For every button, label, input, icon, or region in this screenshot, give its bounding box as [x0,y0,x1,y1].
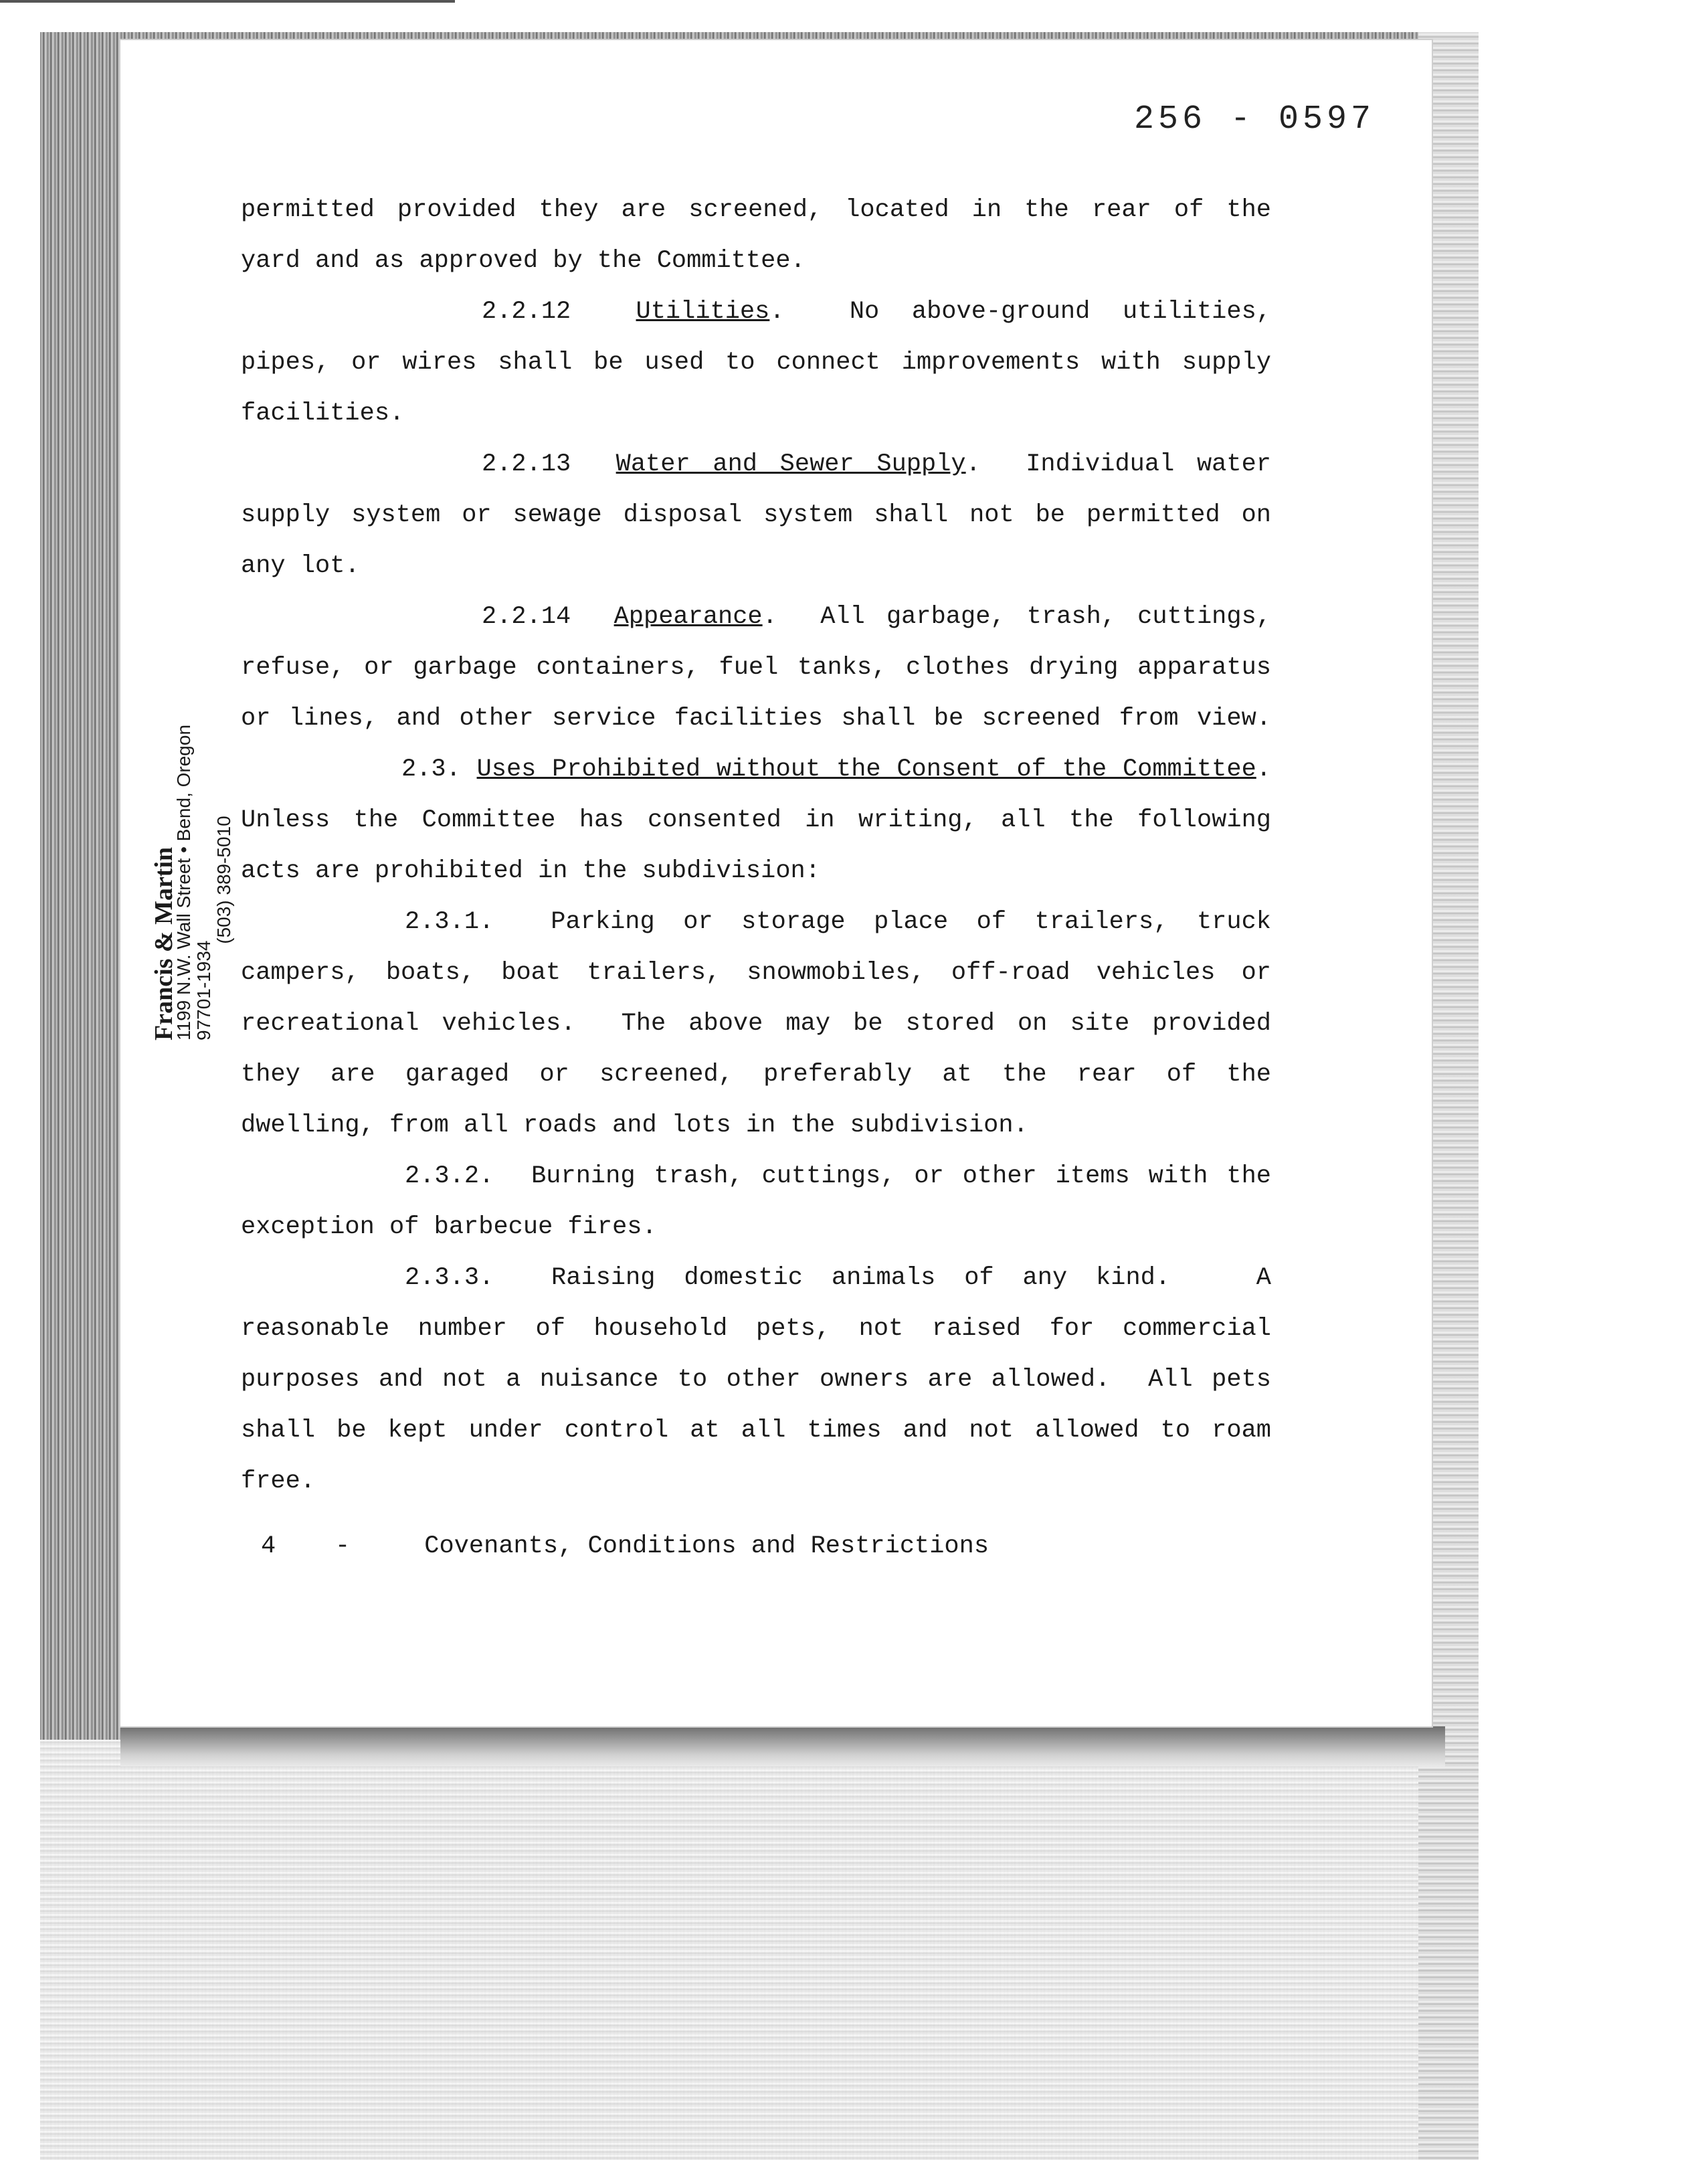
body-line: refuse, or garbage containers, fuel tanks, clothes drying apparatus [241,654,1271,682]
page-footer [261,1532,989,1560]
body-line: dwelling, from all roads and lots in the subdivision. [241,1111,1028,1140]
body-line: supply system or sewage disposal system shall not be permitted on [241,501,1271,529]
body-line: permitted provided they are screened, located in the rear of the [241,196,1271,224]
body-line: pipes, or wires shall be used to connect improvements with supply [241,349,1271,377]
section-text: . [1256,755,1271,784]
section-title: Appearance [613,603,763,631]
body-line: purposes and not a nuisance to other owners are allowed. All pets [241,1366,1271,1394]
body-line: reasonable number of household pets, not raised for commercial [241,1315,1271,1343]
body-line: campers, boats, boat trailers, snowmobiles, off-road vehicles or [241,959,1271,987]
firm-phone: (503) 389-5010 [213,816,234,944]
section-number: 2.2.14 [482,603,571,631]
law-firm-sidebar [150,719,234,1040]
body-line: acts are prohibited in the subdivision: [241,857,820,885]
body-line: free. [241,1467,316,1495]
firm-address: 1199 N.W. Wall Street • Bend, Oregon 97701-1934 [173,724,214,1040]
body-line: shall be kept under control at all times and not allowed to roam [241,1417,1271,1445]
body-line: yard and as approved by the Committee. [241,247,806,275]
footer-dash: - [335,1532,351,1560]
section-number: 2.2.12 [482,298,571,326]
top-rule [0,0,455,3]
recording-stamp: 256 - 0597 [1134,100,1376,139]
body-line: facilities. [241,399,405,428]
subsection-2-3-1: 2.3.1. Parking or storage place of trailers, truck [405,908,1271,936]
body-line: any lot. [241,552,360,580]
section-2-3 [241,744,1271,795]
page-number: 4 [261,1532,276,1560]
scan-bottom-area [40,1740,1479,2160]
section-text: . All garbage, trash, cuttings, [762,603,1271,631]
page-bottom-shadow [120,1726,1445,1766]
section-number: 2.3. [401,755,461,784]
footer-title: Covenants, Conditions and Restrictions [424,1532,989,1560]
body-line: they are garaged or screened, preferably at the rear of the [241,1061,1271,1089]
subsection-2-3-2: 2.3.2. Burning trash, cuttings, or other items with the [405,1162,1271,1190]
body-line: or lines, and other service facilities shall be screened from view. [241,705,1271,733]
section-text: . No above-ground utilities, [769,298,1271,326]
firm-name: Francis & Martin [150,846,178,1040]
section-title: Uses Prohibited without the Consent of the Committee [476,755,1256,784]
section-2-2-13 [241,439,1271,490]
body-line: exception of barbecue fires. [241,1213,657,1241]
section-text: . Individual water [965,450,1271,478]
body-line: recreational vehicles. The above may be stored on site provided [241,1010,1271,1038]
section-number: 2.2.13 [482,450,571,478]
document-body [241,185,1271,1507]
section-title: Utilities [636,298,770,326]
section-2-2-12 [241,286,1271,337]
subsection-2-3-3: 2.3.3. Raising domestic animals of any kind. A [405,1264,1271,1292]
body-line: Unless the Committee has consented in writing, all the following [241,806,1271,834]
section-2-2-14 [241,592,1271,642]
section-title: Water and Sewer Supply [616,450,966,478]
